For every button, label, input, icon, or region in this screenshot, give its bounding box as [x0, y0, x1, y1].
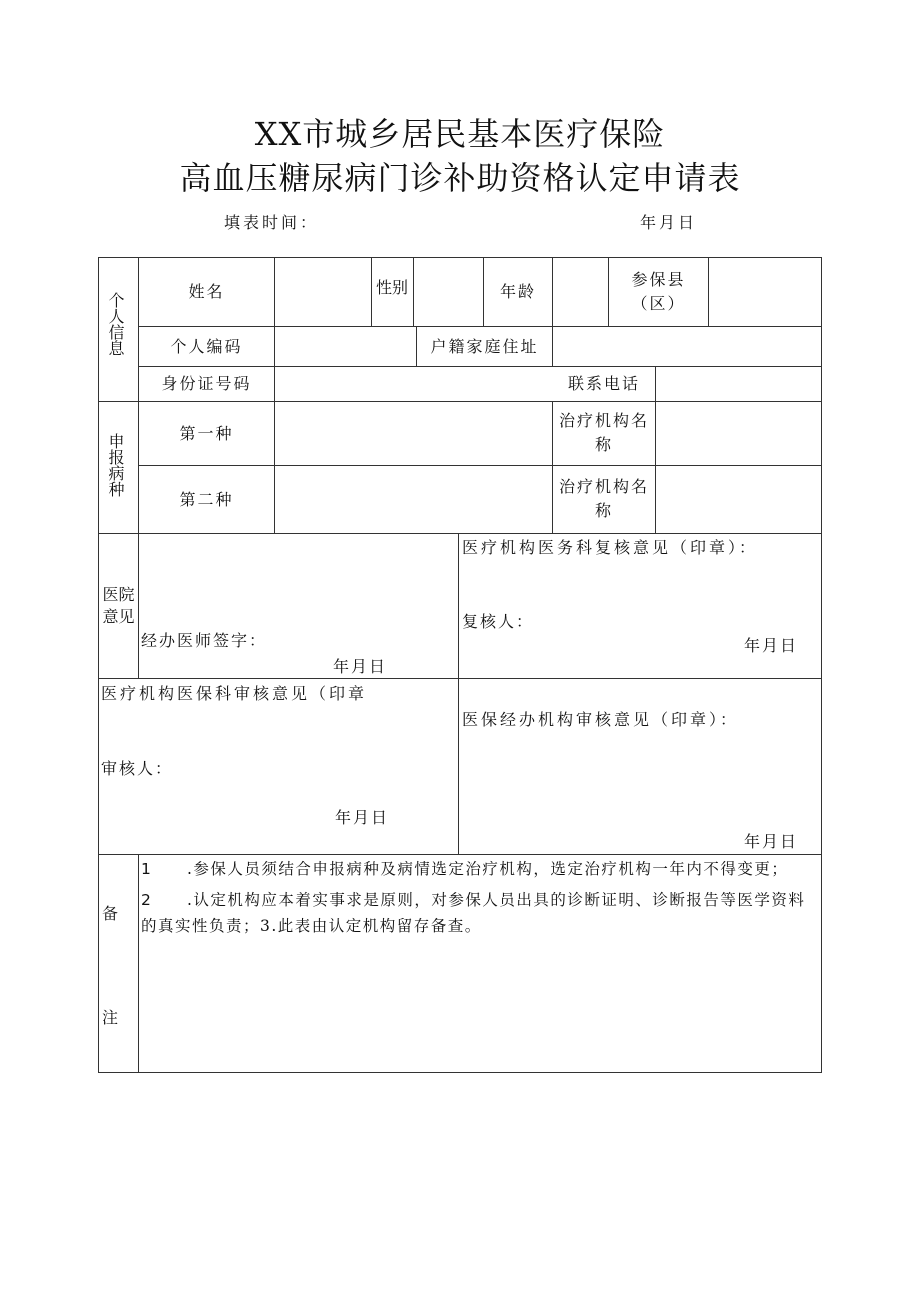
institution-field-1[interactable] — [656, 402, 821, 465]
section-personal-info: 个人信息 — [106, 292, 125, 356]
household-address-label: 户籍家庭住址 — [430, 336, 539, 356]
institution-label-1: 治疗机构名 称 — [558, 411, 649, 454]
phone-label: 联系电话 — [567, 374, 640, 393]
insured-county-label: 参保县 （区） — [631, 270, 686, 313]
personal-code-field[interactable] — [275, 327, 416, 366]
medical-affairs-date[interactable]: 年月日 — [744, 636, 799, 655]
reviewer-label: 复核人： — [462, 612, 535, 631]
household-address-field[interactable] — [553, 327, 821, 366]
remark-item-2-number: 2 — [141, 891, 151, 909]
doctor-signature-label: 经办医师签字： — [141, 631, 268, 650]
institution-label-2: 治疗机构名 称 — [558, 477, 649, 520]
agency-date[interactable]: 年月日 — [744, 832, 799, 851]
remarks-content — [141, 856, 817, 939]
medical-affairs-opinion-label: 医疗机构医务科复核意见（印章）： — [462, 538, 759, 557]
disease-second-label: 第二种 — [179, 489, 234, 509]
remark-item-1 — [141, 856, 817, 882]
id-number-field[interactable] — [275, 367, 552, 401]
doctor-signature-date[interactable]: 年月日 — [333, 657, 388, 676]
section-remarks-top: 备 — [102, 904, 121, 923]
insured-county-field[interactable] — [709, 258, 821, 326]
gender-field[interactable] — [414, 258, 483, 326]
name-field[interactable] — [275, 258, 371, 326]
disease-first-field[interactable] — [275, 402, 552, 465]
remark-item-2-text: .认定机构应本着实事求是原则，对参保人员出具的诊断证明、诊断报告等医学资料的真实性负责；3.此表由认定机构留存备查。 — [141, 891, 806, 935]
disease-second-field[interactable] — [275, 466, 552, 533]
form-title-line1: XX市城乡居民基本医疗保险 — [254, 115, 666, 153]
auditor-label: 审核人： — [101, 759, 174, 778]
age-label: 年龄 — [499, 282, 536, 301]
remark-item-2 — [141, 887, 817, 939]
form-title-line2: 高血压糖尿病门诊补助资格认定申请表 — [179, 159, 741, 197]
gender-label: 性别 — [376, 278, 409, 297]
fill-time-date[interactable]: 年月日 — [640, 213, 698, 232]
name-label: 姓名 — [188, 282, 225, 301]
agency-opinion-label: 医保经办机构审核意见（印章）： — [462, 710, 740, 729]
phone-field[interactable] — [656, 367, 821, 401]
insurance-dept-opinion-label: 医疗机构医保科审核意见（印章 — [101, 684, 368, 703]
disease-first-label: 第一种 — [179, 423, 234, 443]
institution-field-2[interactable] — [656, 466, 821, 533]
id-number-label: 身份证号码 — [161, 374, 252, 393]
section-declared-disease: 申报病种 — [106, 433, 125, 497]
remark-item-1-text: .参保人员须结合申报病种及病情选定治疗机构，选定治疗机构一年内不得变更； — [187, 860, 789, 878]
fill-time-label: 填表时间： — [224, 213, 320, 232]
section-remarks-bottom: 注 — [102, 1008, 121, 1027]
section-hospital-opinion: 医院意见 — [102, 585, 135, 626]
remark-item-1-number: 1 — [141, 860, 151, 878]
insurance-dept-date[interactable]: 年月日 — [335, 808, 390, 827]
personal-code-label: 个人编码 — [170, 336, 243, 356]
age-field[interactable] — [553, 258, 608, 326]
